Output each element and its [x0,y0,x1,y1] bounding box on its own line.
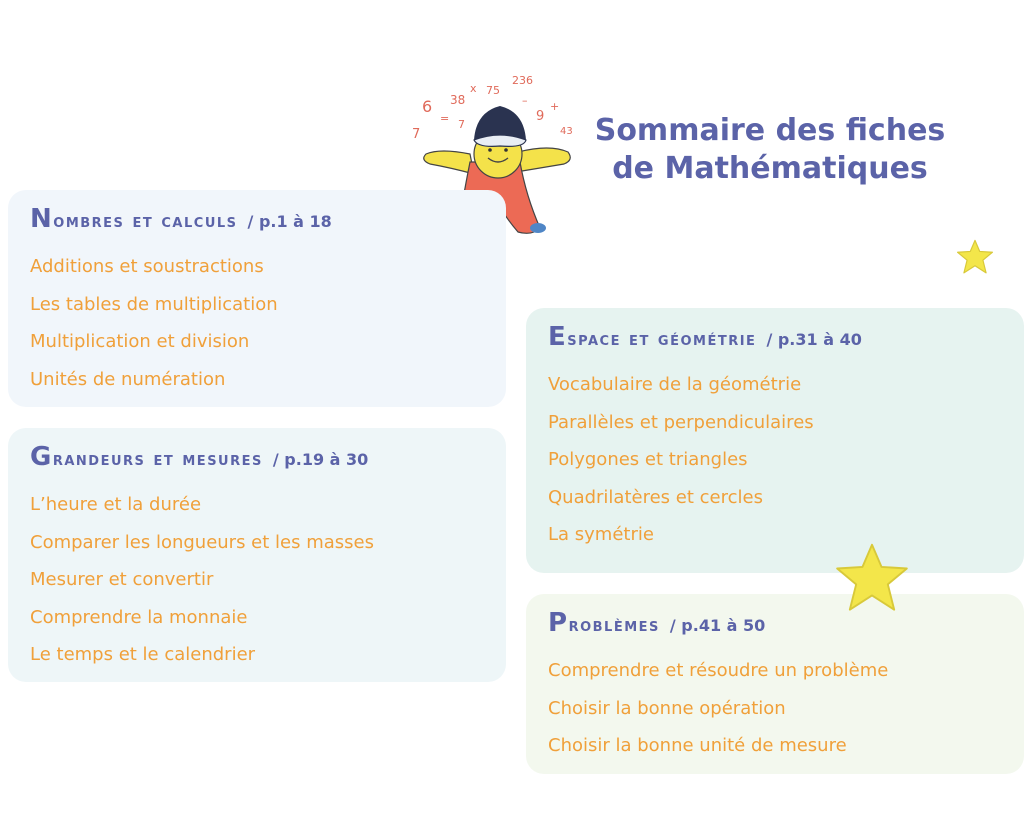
section-title: Problèmes [548,608,660,638]
section-title: Grandeurs et mesures [30,442,263,472]
math-number-6: 7 [412,127,421,142]
section-title: Espace et géométrie [548,322,757,352]
list-item[interactable]: Choisir la bonne opération [548,697,786,719]
math-number-12: 43 [560,126,573,137]
list-item[interactable]: Les tables de multiplication [30,293,278,315]
list-item[interactable]: Polygones et triangles [548,449,748,470]
list-item[interactable]: Parallèles et perpendiculaires [548,411,814,433]
math-number-9: 9 [536,109,545,124]
list-item[interactable]: Mesurer et convertir [30,569,214,590]
list-item[interactable]: Choisir la bonne unité de mesure [548,735,847,756]
section-item-list [548,366,1002,554]
section-pages: / p.19 à 30 [272,450,369,469]
section-item-list [30,248,484,398]
math-number-7: = [440,112,450,125]
section-pages: / p.1 à 18 [247,212,332,231]
list-item[interactable]: La symétrie [548,524,654,545]
math-number-10: – [522,94,528,107]
list-item[interactable]: Quadrilatères et cercles [548,486,763,508]
list-item[interactable]: Unités de numération [30,368,226,390]
list-item[interactable]: Le temps et le calendrier [30,644,256,665]
math-number-3: x [470,82,477,95]
section-pages: / p.31 à 40 [766,330,862,349]
section-item-list [30,486,484,674]
page-title [560,112,980,188]
section-heading [30,204,484,248]
title-line-1: Sommaire des fiches [594,113,946,148]
list-item[interactable]: Comparer les longueurs et les masses [30,531,374,553]
section-item-list [548,652,1002,765]
section-title: Nombres et calculs [30,204,238,234]
list-item[interactable]: Vocabulaire de la géométrie [548,374,802,395]
section-heading [30,442,484,486]
section-heading [548,322,1002,366]
math-number-1: 6 [422,97,433,116]
section-card-problemes [526,594,1024,774]
math-number-4: 75 [486,84,500,97]
list-item[interactable]: Comprendre la monnaie [30,606,248,628]
section-pages: / p.41 à 50 [669,616,766,635]
list-item[interactable]: Comprendre et résoudre un problème [548,660,889,681]
list-item[interactable]: Additions et soustractions [30,256,264,277]
star-icon [955,238,995,276]
list-item[interactable]: L’heure et la durée [30,494,202,515]
math-number-11: + [550,100,560,113]
section-card-nombres [8,190,506,407]
math-number-2: 38 [450,93,466,107]
list-item[interactable]: Multiplication et division [30,331,250,352]
section-heading [548,608,1002,652]
star-icon [832,540,912,616]
section-card-espace [526,308,1024,573]
math-number-5: 236 [512,74,533,87]
section-card-grandeurs [8,428,506,682]
title-line-2: de Mathématiques [612,151,928,186]
math-number-8: 7 [458,118,465,131]
